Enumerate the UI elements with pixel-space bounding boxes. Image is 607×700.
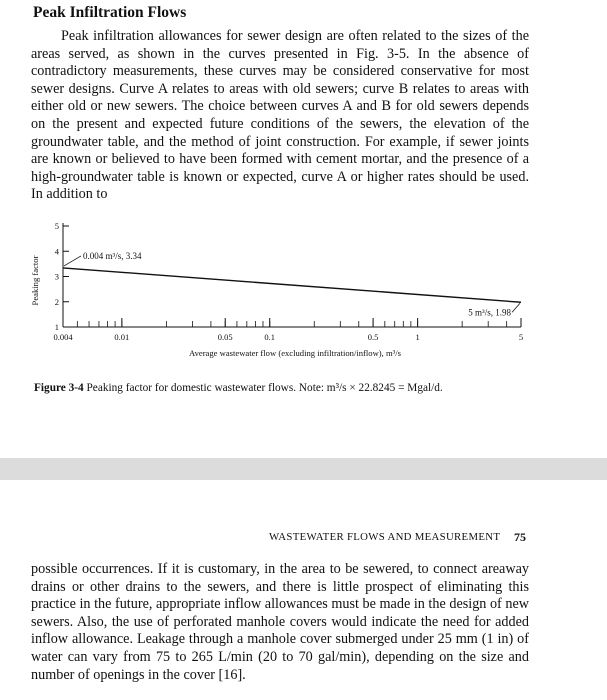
- page-gap: [0, 458, 607, 480]
- x-tick-label: 0.1: [264, 332, 276, 342]
- x-tick-label: 0.004: [53, 332, 73, 342]
- figure-label: Figure 3-4: [34, 382, 84, 394]
- x-tick-label: 1: [415, 332, 420, 342]
- y-axis-label: Peaking factor: [30, 255, 40, 306]
- y-tick-label: 3: [54, 271, 59, 282]
- x-tick-label: 0.5: [367, 332, 379, 342]
- y-tick-label: 5: [54, 221, 59, 231]
- series-line: [63, 268, 521, 302]
- y-tick-label: 4: [54, 246, 59, 257]
- section-heading: Peak Infiltration Flows: [33, 4, 187, 21]
- y-tick-label: 1: [54, 322, 59, 332]
- page-number: 75: [514, 530, 526, 544]
- x-tick-label: 0.01: [114, 332, 130, 342]
- continuation-paragraph: possible occurrences. If it is customary, in the area to be sewered, to connect areaway drains or other drains to the sewers, and there is little prospect of eliminating this practice in the future, appropriate inflow allowances must be made in the design of new sewers. Also, the use of perforated manhole covers would indicate the need for added inflow allowance. Leakage through a manhole cover submerged under 25 mm (1 in) of water can vary from 75 to 265 L/min (20 to 70 gal/min), depending on the size and number of openings in the cover [16].: [31, 561, 529, 683]
- y-ticks: [55, 221, 69, 332]
- y-tick-label: 2: [54, 296, 59, 307]
- peaking-factor-chart: [0, 195, 607, 375]
- chart-axes: [63, 223, 521, 327]
- x-ticks: [53, 318, 523, 342]
- annotation-end: 5 m³/s, 1.98: [468, 307, 511, 318]
- annotation-start: 0.004 m³/s, 3.34: [83, 250, 142, 261]
- x-tick-label: 0.05: [217, 332, 233, 342]
- x-axis-label: Average wastewater flow (excluding infiltration/inflow), m³/s: [189, 348, 401, 358]
- figure-caption-text: Peaking factor for domestic wastewater flows. Note: m³/s × 22.8245 = Mgal/d.: [86, 382, 443, 394]
- chart-series: [63, 256, 521, 312]
- running-head: WASTEWATER FLOWS AND MEASUREMENT: [269, 531, 501, 543]
- annotation-leader-end: [512, 303, 520, 312]
- body-paragraph: Peak infiltration allowances for sewer design are often related to the sizes of the areas served, as shown in the curves presented in Fig. 3-5. In the absence of contradictory measurements, these curves may be considered conservative for most sewer designs. Curve A relates to areas with old sewers; curve B relates to areas with either old or new sewers. The choice between curves A and B for old sewers depends on the present and expected future conditions of the sewers, the elevation of the groundwater table, and the method of joint construction. For example, if sewer joints are known or believed to have been formed with cement mortar, and the presence of a high-groundwater table is known or expected, curve A or higher rates should be used. In addition to: [31, 28, 529, 203]
- annotation-leader-start: [64, 256, 81, 266]
- x-tick-label: 5: [518, 332, 524, 342]
- figure-caption: [34, 382, 443, 394]
